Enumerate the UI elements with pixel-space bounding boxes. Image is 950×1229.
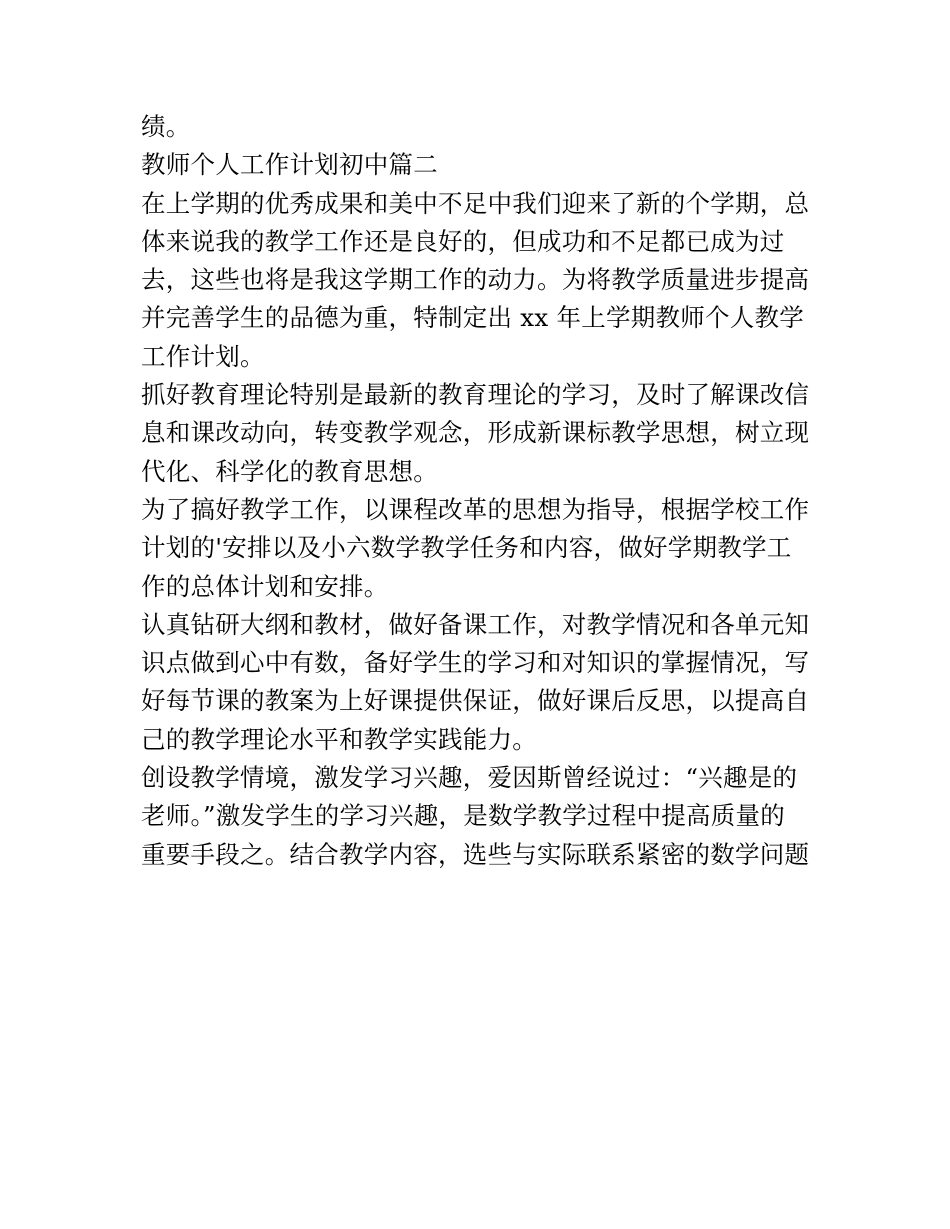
text-line: 并完善学生的品德为重，特制定出 xx 年上学期教师个人教学 [141,303,804,333]
text-line: 识点做到心中有数，备好学生的学习和对知识的掌握情况，写 [141,648,810,678]
section-heading: 教师个人工作计划初中篇二 [141,150,438,180]
text-line: 绩。 [141,112,191,141]
text-line: 重要手段之。结合教学内容，选些与实际联系紧密的数学问题 [141,839,810,869]
text-line: 好每节课的教案为上好课提供保证，做好课后反思，以提高自 [141,686,810,716]
document-body [141,108,821,874]
text-line: 去，这些也将是我这学期工作的动力。为将教学质量进步提高 [141,265,810,295]
text-line: 在上学期的优秀成果和美中不足中我们迎来了新的个学期，总 [141,188,810,218]
text-line: 计划的'安排以及小六数学教学任务和内容，做好学期教学工 [141,533,792,563]
text-line: 代化、科学化的教育思想。 [141,456,438,486]
text-line: 作的总体计划和安排。 [141,571,389,601]
text-line: 体来说我的教学工作还是良好的，但成功和不足都已成为过 [141,226,785,256]
text-line: 己的教学理论水平和教学实践能力。 [141,724,537,754]
text-line: 为了搞好教学工作，以课程改革的思想为指导，根据学校工作 [141,494,810,524]
text-line: 认真钻研大纲和教材，做好备课工作，对教学情况和各单元知 [141,609,810,639]
text-line: 息和课改动向，转变教学观念，形成新课标教学思想，树立现 [141,418,810,448]
text-line: 抓好教育理论特别是最新的教育理论的学习，及时了解课改信 [141,380,810,410]
text-line: 工作计划。 [141,341,265,371]
text-line: 创设教学情境，激发学习兴趣，爱因斯曾经说过：“兴趣是的 [141,763,798,793]
text-line: 老师。”激发学生的学习兴趣，是数学教学过程中提高质量的 [141,801,786,831]
